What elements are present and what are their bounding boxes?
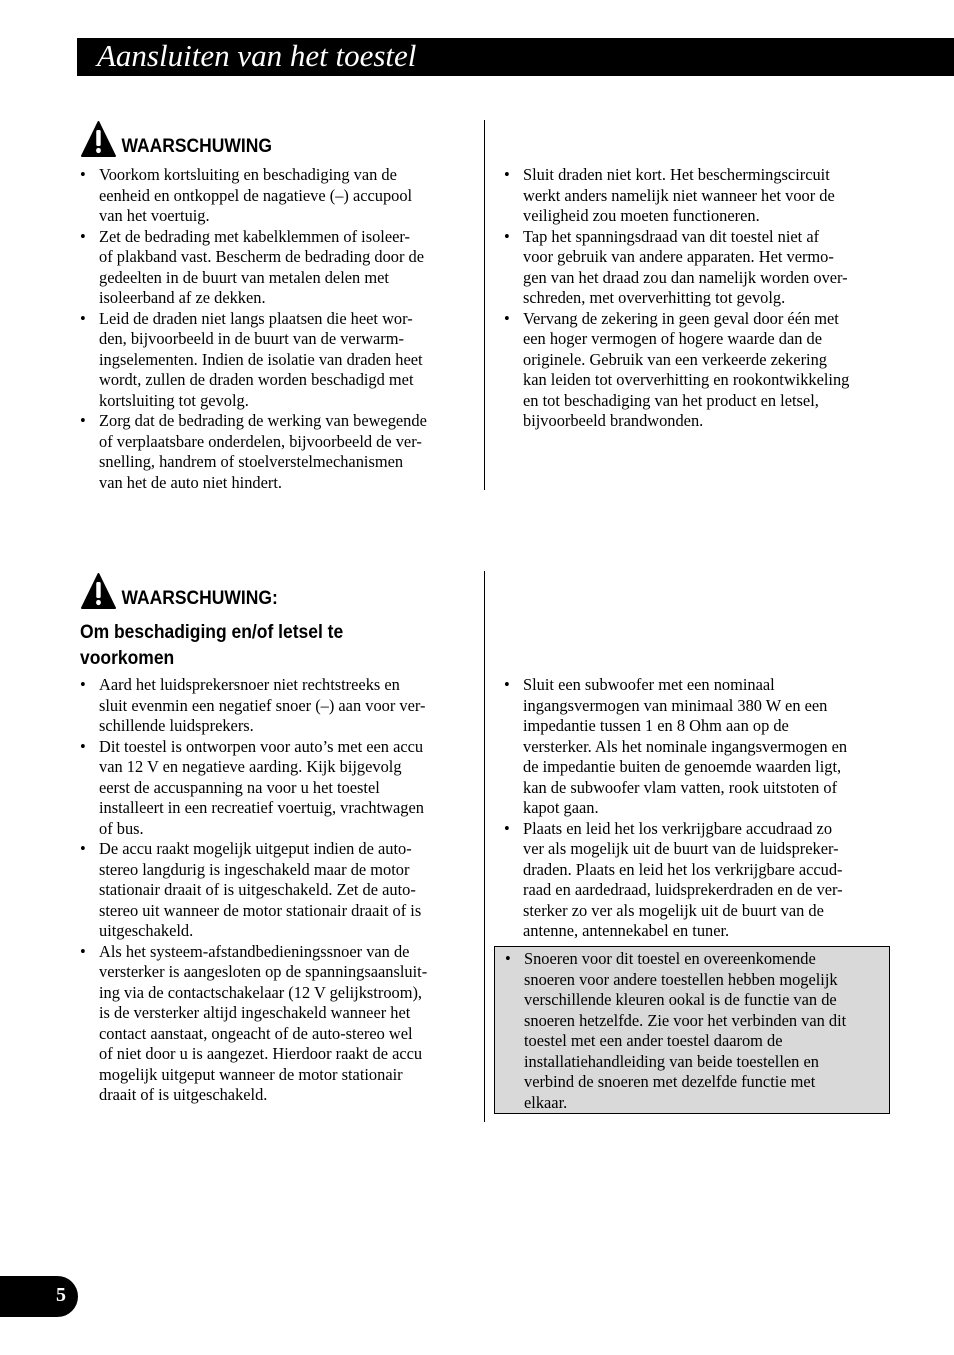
list-item [502, 165, 902, 227]
list-item-line: Aard het luidsprekersnoer niet rechtstreeks en [99, 675, 400, 694]
list-item-line: stereo uit wanneer de motor stationair draait of is [99, 900, 422, 920]
list-item-line: de impedantie buiten de genoemde waarden ligt, [523, 757, 842, 776]
list-item-line: eerst de accuspanning na voor u het toestel [99, 777, 380, 797]
bullet-mark: • [504, 818, 510, 838]
list-item-line: installatiehandleiding van beide toestellen en [524, 1051, 819, 1071]
warning-triangle-icon [81, 573, 116, 609]
list-item-line: uitgeschakeld. [99, 921, 194, 940]
section1-right-list [502, 165, 902, 432]
warning-subheading [80, 620, 343, 672]
list-item-line: werkt anders namelijk niet wanneer het voor de [523, 185, 835, 205]
list-item-line: voor gebruik van andere apparaten. Het vermo- [523, 247, 834, 266]
list-item [502, 309, 902, 432]
warning-heading-2 [81, 573, 278, 609]
list-item-line: raad en aardedraad, luidsprekerdraden en de ver- [523, 880, 843, 899]
list-item-line: mogelijk uitgeput wanneer de motor stationair [99, 1064, 403, 1084]
list-item-line: snelling, handrem of stoelverstelmechanismen [99, 452, 404, 471]
bullet-mark: • [504, 308, 510, 328]
list-item-line: Dit toestel is ontworpen voor auto’s met een accu [99, 736, 424, 756]
bullet-mark: • [504, 675, 510, 694]
bullet-mark: • [80, 411, 86, 430]
bullet-mark: • [80, 736, 86, 756]
list-item-line: verschillende kleuren ookal is de functie van de [524, 990, 837, 1009]
bullet-mark: • [80, 226, 86, 246]
list-item-line: installeert in een recreatief voertuig, vrachtwagen [99, 798, 424, 817]
section1-left-list [78, 165, 478, 493]
list-item-line: Snoeren voor dit toestel en overeenkomende [524, 949, 816, 968]
list-item-line: ingselementen. Indien de isolatie van draden heet [99, 349, 423, 369]
list-item-line: een hoger vermogen of hogere waarde dan de [523, 329, 822, 348]
warning-triangle-icon [81, 121, 116, 157]
note-box [494, 946, 890, 1114]
list-item-line: originele. Gebruik van een verkeerde zekering [523, 349, 827, 369]
list-item [78, 309, 478, 412]
page-title: Aansluiten van het toestel [97, 38, 417, 73]
column-divider-1 [484, 120, 485, 490]
page-number-tab [0, 1276, 78, 1317]
list-item-line: eenheid en ontkoppel de nagatieve (–) accupool [99, 185, 413, 205]
list-item-line: Zorg dat de bedrading de werking van bewegende [99, 411, 427, 430]
note-list [503, 949, 883, 1113]
list-item-line: schreden, met oververhitting tot gevolg. [523, 288, 786, 307]
list-item-line: den, bijvoorbeeld in de buurt van de verwarm- [99, 329, 404, 348]
list-item-line: Plaats en leid het los verkrijgbare accudraad zo [523, 818, 833, 838]
list-item-line: antenne, antennekabel en tuner. [523, 921, 730, 940]
list-item-line: bijvoorbeeld brandwonden. [523, 411, 704, 430]
list-item-line: Zet de bedrading met kabelklemmen of isoleer- [99, 226, 410, 246]
list-item-line: draait of is uitgeschakeld. [99, 1085, 268, 1104]
list-item-line: ingangsvermogen van minimaal 380 W en een [523, 695, 828, 715]
warning-subheading-line-1: Om beschadiging en/of letsel te [80, 622, 344, 643]
list-item [502, 227, 902, 309]
list-item-line: veiligheid zou moeten functioneren. [523, 206, 760, 225]
list-item-line: of niet door u is aangezet. Hierdoor raakt de accu [99, 1044, 423, 1063]
bullet-mark: • [505, 949, 511, 968]
list-item-line: en tot beschadiging van het product en letsel, [523, 390, 819, 410]
list-item-line: kortsluiting tot gevolg. [99, 390, 249, 410]
list-item [78, 227, 478, 309]
list-item-line: snoeren voor andere toestellen hebben mogelijk [524, 969, 838, 989]
list-item-line: kapot gaan. [523, 798, 599, 817]
list-item [78, 839, 478, 942]
list-item [503, 949, 883, 1113]
list-item-line: versterker is aangesloten op de spanningsaansluit- [99, 962, 428, 981]
warning-heading-2-label: WAARSCHUWING: [121, 588, 278, 609]
list-item-line: draden. Plaats en leid het los verkrijgbare accud- [523, 859, 843, 879]
list-item-line: isoleerband af ze dekken. [99, 288, 266, 307]
list-item-line: ver als mogelijk uit de buurt van de luidspreker- [523, 839, 839, 858]
list-item-line: impedantie tussen 1 en 8 Ohm aan op de [523, 716, 789, 735]
list-item-line: of plakband vast. Bescherm de bedrading door de [99, 247, 424, 266]
bullet-mark: • [80, 308, 86, 328]
column-divider-2 [484, 571, 485, 1122]
bullet-mark: • [80, 675, 86, 694]
list-item-line: van het voertuig. [99, 206, 210, 225]
list-item-line: wordt, zullen de draden worden beschadigd met [99, 370, 414, 389]
list-item-line: Sluit draden niet kort. Het beschermingscircuit [523, 165, 830, 184]
list-item-line: De accu raakt mogelijk uitgeput indien de auto- [99, 839, 412, 858]
list-item-line: Leid de draden niet langs plaatsen die heet wor- [99, 308, 413, 328]
list-item [78, 411, 478, 493]
list-item-line: kan de subwoofer vlam vatten, rook uitstoten of [523, 777, 838, 797]
list-item-line: ing via de contactschakelaar (12 V gelijkstroom), [99, 982, 423, 1002]
list-item-line: gen van het draad zou dan namelijk worden over- [523, 267, 848, 287]
list-item-line: Als het systeem-afstandbedieningssnoer van de [99, 941, 410, 961]
list-item-line: snoeren hetzelfde. Zie voor het verbinden van dit [524, 1010, 847, 1030]
list-item [78, 737, 478, 840]
warning-heading-1-label: WAARSCHUWING [121, 136, 273, 157]
bullet-mark: • [80, 941, 86, 961]
list-item-line: versterker. Als het nominale ingangsvermogen en [523, 736, 848, 756]
list-item-line: Vervang de zekering in geen geval door één met [523, 308, 839, 328]
list-item-line: kan leiden tot oververhitting en rookontwikkeling [523, 370, 850, 389]
section2-left-list [78, 675, 478, 1106]
list-item [502, 819, 902, 942]
list-item-line: toestel met een ander toestel daarom de [524, 1031, 783, 1050]
list-item [78, 942, 478, 1106]
list-item-line: Voorkom kortsluiting en beschadiging van de [99, 165, 397, 184]
list-item-line: gedeelten in de buurt van metalen delen met [99, 267, 389, 287]
list-item-line: schillende luidsprekers. [99, 716, 254, 735]
list-item-line: stationair draait of is uitgeschakeld. Zet de auto- [99, 880, 416, 899]
warning-heading-1 [81, 121, 272, 157]
list-item-line: Tap het spanningsdraad van dit toestel niet af [523, 226, 820, 246]
bullet-mark: • [80, 165, 86, 184]
list-item [78, 165, 478, 227]
bullet-mark: • [80, 839, 86, 858]
list-item-line: sterker zo ver als mogelijk uit de buurt van de [523, 900, 824, 920]
list-item-line: elkaar. [524, 1092, 568, 1112]
list-item-line: of verplaatsbare onderdelen, bijvoorbeeld de ver- [99, 431, 422, 451]
list-item [502, 675, 902, 819]
list-item-line: of bus. [99, 818, 144, 838]
list-item [78, 675, 478, 737]
list-item-line: contact aanstaat, ongeacht of de auto-stereo wel [99, 1023, 413, 1043]
bullet-mark: • [504, 226, 510, 246]
list-item-line: van het de auto niet hindert. [99, 472, 282, 492]
list-item-line: stereo langdurig is ingeschakeld maar de motor [99, 859, 410, 879]
title-bar [77, 38, 954, 76]
list-item-line: verbind de snoeren met dezelfde functie met [524, 1072, 816, 1091]
list-item-line: Sluit een subwoofer met een nominaal [523, 675, 775, 694]
bullet-mark: • [504, 165, 510, 184]
section2-right-list [502, 675, 902, 942]
warning-subheading-line-2: voorkomen [80, 648, 175, 669]
list-item-line: sluit evenmin een negatief snoer (–) aan voor ver- [99, 695, 426, 715]
list-item-line: is de versterker altijd ingeschakeld wanneer het [99, 1003, 411, 1022]
page-number: 5 [56, 1284, 66, 1306]
list-item-line: van 12 V en negatieve aarding. Kijk bijgevolg [99, 757, 402, 776]
